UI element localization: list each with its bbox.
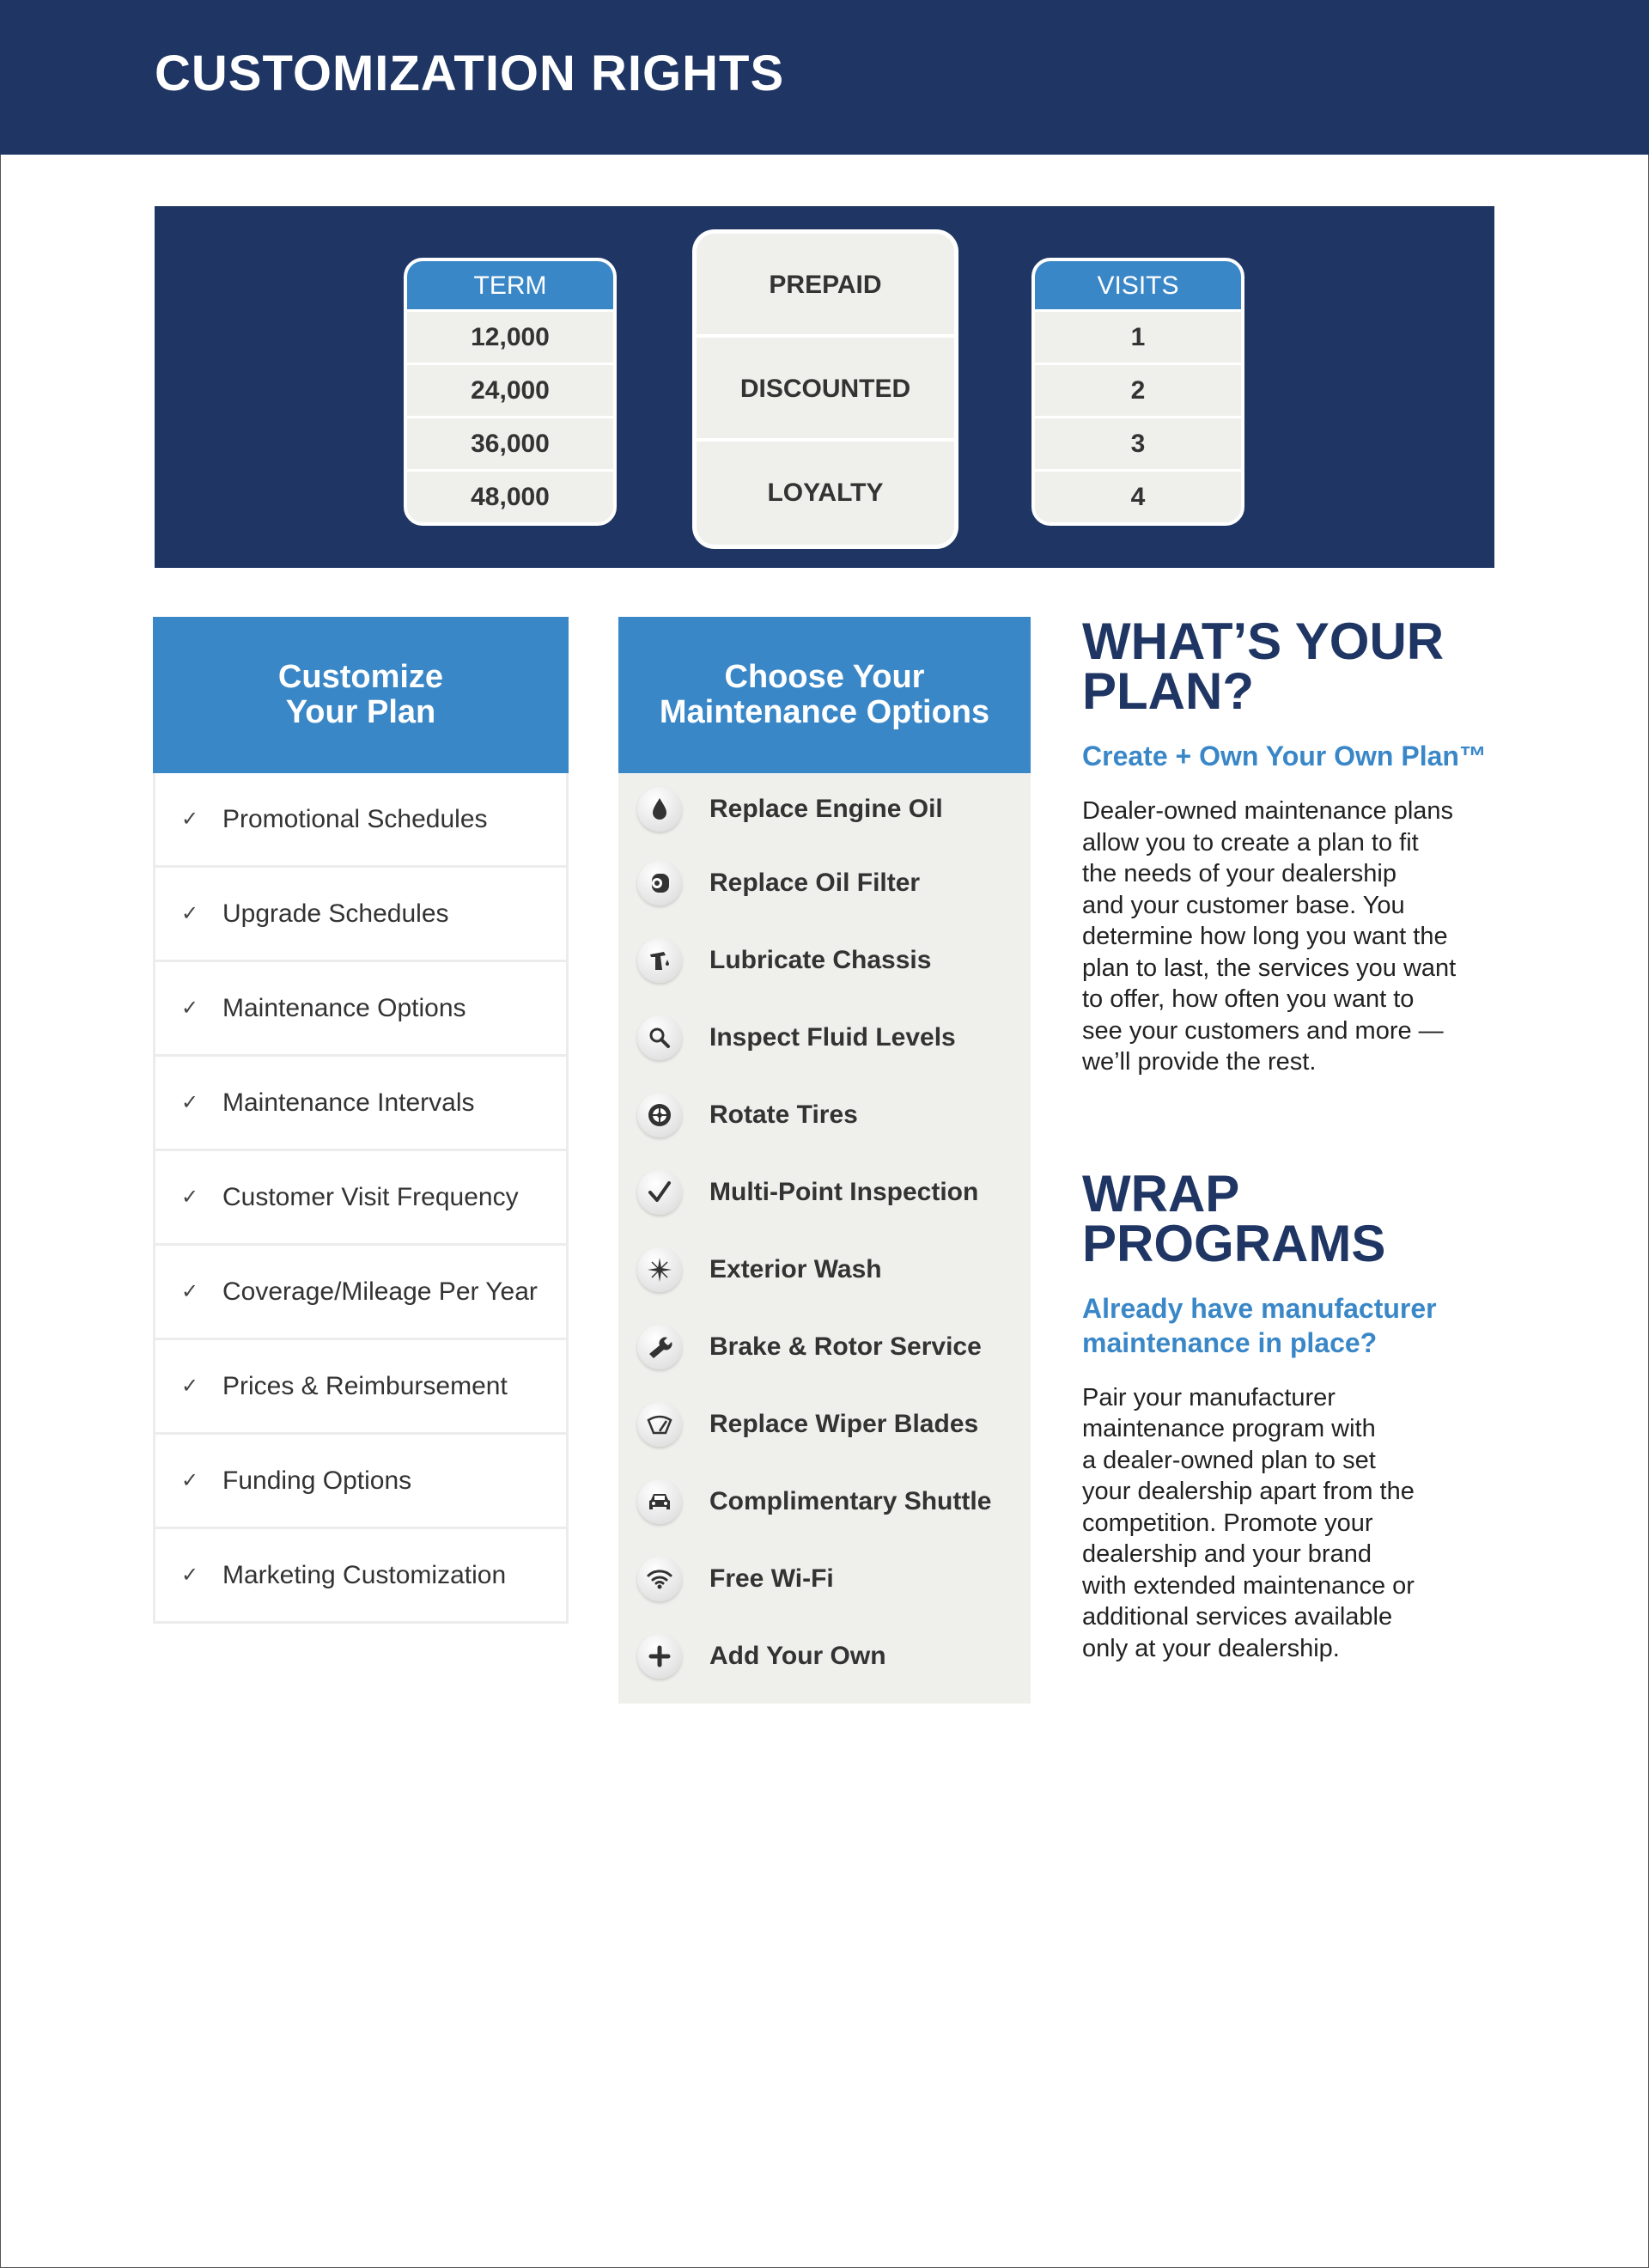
body-line: additional services available [1082, 1603, 1393, 1631]
customize-plan-panel [153, 617, 569, 1624]
body-line: the needs of your dealership [1082, 860, 1396, 887]
page-header [0, 0, 1649, 155]
list-item [155, 868, 566, 962]
wifi-icon [637, 1557, 682, 1601]
visits-header: VISITS [1035, 261, 1241, 309]
checkmark-icon [637, 1170, 682, 1215]
subtitle-line: Already have manufacturer [1082, 1292, 1437, 1324]
body-line: a dealer-owned plan to set [1082, 1446, 1376, 1474]
checkmark-icon: ✓ [181, 1186, 199, 1209]
maintenance-options-panel [618, 617, 1031, 1704]
list-item [618, 1076, 1031, 1154]
plan-type-loyalty: LOYALTY [697, 438, 954, 542]
term-header: TERM [407, 261, 613, 309]
list-item [155, 773, 566, 868]
maintenance-item-label: Replace Engine Oil [709, 794, 943, 823]
title-line: PLAN? [1082, 662, 1254, 720]
body-line: maintenance program with [1082, 1415, 1376, 1442]
maintenance-heading-line: Maintenance Options [659, 694, 990, 730]
list-item-label: Maintenance Intervals [222, 1088, 475, 1117]
tire-icon [637, 1093, 682, 1137]
list-item-label: Customer Visit Frequency [222, 1182, 519, 1211]
term-value: 12,000 [407, 309, 613, 363]
body-line: Dealer-owned maintenance plans [1082, 797, 1454, 825]
body-line: competition. Promote your [1082, 1509, 1373, 1537]
maintenance-item-label: Free Wi-Fi [709, 1564, 834, 1593]
plus-icon [637, 1634, 682, 1679]
create-own-plan-subtitle: Create + Own Your Own Plan™ [1082, 741, 1487, 771]
customize-list [153, 773, 569, 1624]
wrap-programs-description [1082, 1382, 1494, 1665]
list-item [618, 999, 1031, 1076]
body-line: plan to last, the services you want [1082, 954, 1457, 982]
list-item [155, 1057, 566, 1151]
page-title: CUSTOMIZATION RIGHTS [155, 46, 785, 101]
maintenance-item-label: Brake & Rotor Service [709, 1332, 982, 1361]
visits-value: 2 [1035, 363, 1241, 416]
oil-can-icon [637, 938, 682, 983]
body-line: determine how long you want the [1082, 923, 1448, 950]
list-item-label: Upgrade Schedules [222, 899, 449, 928]
body-line: your dealership apart from the [1082, 1478, 1415, 1505]
body-line: allow you to create a plan to fit [1082, 828, 1419, 857]
maintenance-options-heading [618, 617, 1031, 773]
term-value: 36,000 [407, 416, 613, 469]
maintenance-heading-line: Choose Your [724, 659, 925, 695]
list-item [618, 1154, 1031, 1231]
list-item [618, 922, 1031, 999]
visits-value: 1 [1035, 309, 1241, 363]
checkmark-icon: ✓ [181, 1564, 199, 1587]
term-value: 48,000 [407, 469, 613, 522]
title-line: WHAT’S YOUR [1082, 613, 1445, 670]
body-line: we’ll provide the rest. [1082, 1048, 1317, 1076]
magnifier-icon [637, 1015, 682, 1060]
car-icon [637, 1479, 682, 1524]
list-item [618, 773, 1031, 844]
plan-type-table [692, 229, 958, 549]
maintenance-list [618, 773, 1031, 1704]
body-line: and your customer base. You [1082, 891, 1405, 919]
list-item [155, 1529, 566, 1624]
maintenance-item-label: Replace Oil Filter [709, 869, 921, 897]
list-item-label: Funding Options [222, 1466, 412, 1495]
list-item-label: Marketing Customization [222, 1560, 507, 1589]
oil-drop-icon [637, 787, 682, 832]
maintenance-item-label: Complimentary Shuttle [709, 1487, 992, 1515]
title-line: WRAP [1082, 1164, 1240, 1222]
list-item [618, 1463, 1031, 1540]
visits-value: 4 [1035, 469, 1241, 522]
maintenance-item-label: Inspect Fluid Levels [709, 1023, 956, 1052]
maintenance-item-label: Lubricate Chassis [709, 946, 932, 974]
checkmark-icon: ✓ [181, 902, 199, 925]
oil-filter-icon [637, 861, 682, 905]
list-item [618, 844, 1031, 922]
whats-your-plan-title [1082, 613, 1494, 720]
checkmark-icon: ✓ [181, 1091, 199, 1114]
customize-heading-line: Your Plan [285, 694, 436, 730]
wiper-icon [637, 1402, 682, 1447]
list-item [155, 1151, 566, 1246]
list-item-label: Promotional Schedules [222, 804, 488, 833]
wrap-programs-subtitle [1082, 1291, 1494, 1360]
body-line: with extended maintenance or [1082, 1571, 1415, 1600]
checkmark-icon: ✓ [181, 997, 199, 1020]
list-item [618, 1540, 1031, 1618]
maintenance-item-label: Add Your Own [709, 1642, 886, 1670]
wrench-icon [637, 1325, 682, 1369]
maintenance-item-label: Rotate Tires [709, 1100, 858, 1129]
plan-type-prepaid: PREPAID [769, 271, 882, 299]
plan-text-column [1082, 613, 1494, 1664]
visits-table [1031, 258, 1244, 526]
list-item [155, 962, 566, 1057]
list-item-label: Prices & Reimbursement [222, 1371, 508, 1400]
sparkle-icon [637, 1247, 682, 1292]
maintenance-item-label: Replace Wiper Blades [709, 1410, 979, 1438]
list-item-label: Coverage/Mileage Per Year [222, 1277, 538, 1306]
list-item [618, 1618, 1031, 1695]
checkmark-icon: ✓ [181, 808, 199, 831]
body-line: to offer, how often you want to [1082, 985, 1415, 1013]
list-item [155, 1340, 566, 1435]
list-item [155, 1246, 566, 1340]
checkmark-icon: ✓ [181, 1469, 199, 1492]
list-item-label: Maintenance Options [222, 993, 466, 1022]
checkmark-icon: ✓ [181, 1375, 199, 1398]
plan-type-discounted: DISCOUNTED [697, 334, 954, 438]
visits-value: 3 [1035, 416, 1241, 469]
body-line: Pair your manufacturer [1082, 1383, 1336, 1411]
customize-heading-line: Customize [277, 659, 444, 695]
list-item [618, 1308, 1031, 1386]
title-line: PROGRAMS [1082, 1214, 1386, 1272]
list-item [618, 1386, 1031, 1463]
plan-description [1082, 796, 1494, 1078]
body-line: see your customers and more — [1082, 1016, 1444, 1045]
list-item [155, 1435, 566, 1529]
customize-plan-heading [153, 617, 569, 773]
maintenance-item-label: Multi-Point Inspection [709, 1178, 979, 1206]
checkmark-icon: ✓ [181, 1280, 199, 1303]
body-line: dealership and your brand [1082, 1540, 1372, 1568]
wrap-programs-title [1082, 1164, 1494, 1272]
subtitle-line: maintenance in place? [1082, 1326, 1378, 1358]
term-value: 24,000 [407, 363, 613, 416]
term-table [404, 258, 617, 526]
maintenance-item-label: Exterior Wash [709, 1255, 882, 1283]
body-line: only at your dealership. [1082, 1634, 1340, 1662]
list-item [618, 1231, 1031, 1308]
